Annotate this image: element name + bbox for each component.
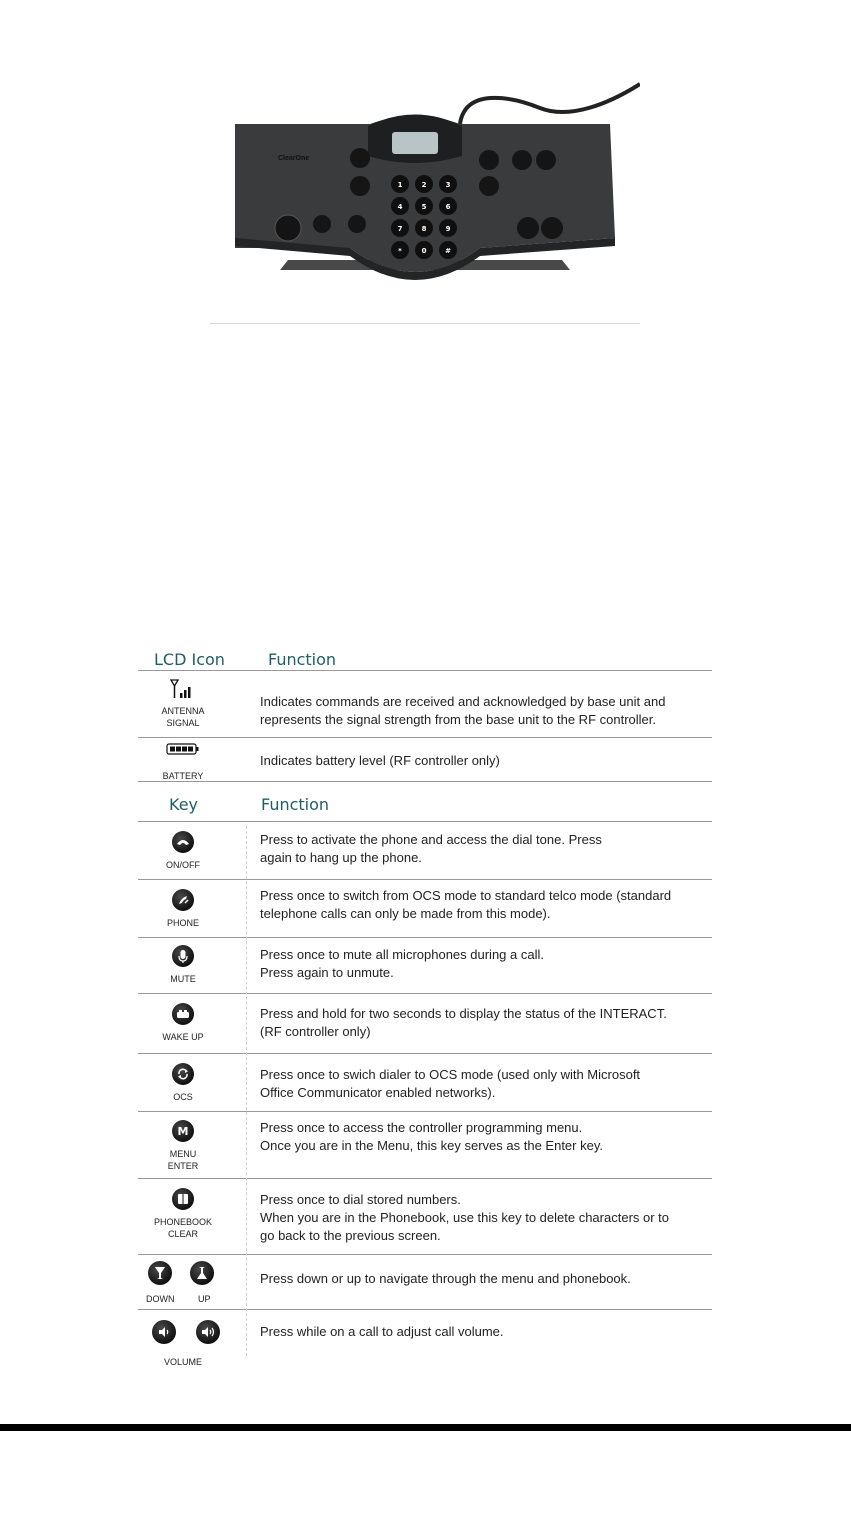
- up-label: UP: [198, 1294, 211, 1304]
- page-footer-bar: [0, 1424, 851, 1431]
- divider: [138, 821, 712, 822]
- divider: [138, 1254, 712, 1255]
- antenna-label: ANTENNA SIGNAL: [161, 706, 205, 728]
- key-row-wakeup: [138, 999, 712, 1053]
- down-label: DOWN: [146, 1294, 175, 1304]
- ocs-icon: [172, 1063, 194, 1085]
- battery-icon: [166, 742, 200, 759]
- volume-down-icon: [152, 1320, 176, 1344]
- phone-label: PHONE: [166, 918, 199, 928]
- keypad-key-label: *: [398, 247, 402, 255]
- wakeup-description: Press and hold for two seconds to display the status of the INTERACT. (RF controller only): [260, 1006, 667, 1039]
- keypad-key-label: 5: [421, 203, 427, 211]
- keypad-key-label: 2: [421, 181, 427, 189]
- divider: [138, 1053, 712, 1054]
- divider: [138, 737, 712, 738]
- keypad-key-label: 6: [445, 203, 451, 211]
- lcd-row-battery: [138, 740, 712, 780]
- hook-icon: [172, 831, 194, 853]
- phonebook-icon: [172, 1188, 194, 1210]
- keypad-key-label: 9: [445, 225, 451, 233]
- updown-description: Press down or up to navigate through the menu and phonebook.: [260, 1271, 631, 1286]
- divider: [138, 1309, 712, 1310]
- keypad-key-label: 0: [421, 247, 427, 255]
- volume-up-icon: [196, 1320, 220, 1344]
- photo-divider: [210, 323, 640, 324]
- up-arrow-icon: [190, 1261, 214, 1285]
- key-header: Key: [169, 795, 199, 814]
- wakeup-icon: [172, 1003, 194, 1025]
- divider: [138, 781, 712, 782]
- svg-text:M: M: [177, 1125, 189, 1138]
- down-arrow-icon: [148, 1261, 172, 1285]
- key-row-ocs: [138, 1060, 712, 1110]
- key-row-mute: [138, 942, 712, 992]
- key-row-menu: [138, 1117, 712, 1177]
- divider: [138, 1178, 712, 1179]
- lcd-row-antenna: [138, 676, 712, 736]
- volume-description: Press while on a call to adjust call volume.: [260, 1324, 504, 1339]
- mute-description: Press once to mute all microphones during a call. Press again to unmute.: [260, 947, 544, 980]
- key-row-onoff: [138, 826, 712, 878]
- menu-description: Press once to access the controller programming menu. Once you are in the Menu, this key serves as the Enter key.: [260, 1120, 603, 1153]
- product-photo: [210, 48, 640, 324]
- antenna-description: Indicates commands are received and acknowledged by base unit and represents the signal strength from the base unit to the RF controller.: [260, 694, 666, 727]
- phone-description: Press once to switch from OCS mode to standard telco mode (standard telephone calls can only be made from this mode).: [260, 888, 672, 921]
- keypad-key-label: 4: [397, 203, 403, 211]
- mute-icon: [172, 945, 194, 967]
- menu-label: MENU ENTER: [167, 1149, 199, 1171]
- keypad-key-label: 3: [445, 181, 451, 189]
- divider: [138, 937, 712, 938]
- phone-icon: [172, 889, 194, 911]
- volume-label: VOLUME: [164, 1357, 203, 1367]
- mute-label: MUTE: [170, 974, 196, 984]
- keypad-key-label: #: [445, 247, 451, 255]
- key-function-header: Function: [261, 795, 330, 814]
- keypad-key-label: 1: [397, 181, 403, 189]
- lcd-function-header: Function: [268, 650, 337, 669]
- menu-icon: [172, 1120, 194, 1142]
- divider: [138, 670, 712, 671]
- battery-label: BATTERY: [162, 771, 204, 781]
- divider: [138, 993, 712, 994]
- lcd-icon-header: LCD Icon: [154, 650, 225, 669]
- key-row-volume: [138, 1318, 712, 1372]
- key-row-updown: [138, 1259, 712, 1307]
- ocs-label: OCS: [173, 1092, 193, 1102]
- column-guide: [246, 826, 247, 1356]
- phonebook-description: Press once to dial stored numbers. When you are in the Phonebook, use this key to delete characters or to go back to the previous screen.: [260, 1192, 670, 1243]
- divider: [138, 879, 712, 880]
- battery-description: Indicates battery level (RF controller only): [260, 753, 500, 768]
- keypad-key-label: 8: [421, 225, 427, 233]
- divider: [138, 1111, 712, 1112]
- phonebook-label: PHONEBOOK CLEAR: [153, 1217, 212, 1239]
- keypad-key-label: 7: [397, 225, 403, 233]
- antenna-icon: [169, 687, 197, 704]
- onoff-label: ON/OFF: [166, 860, 200, 870]
- key-row-phonebook: [138, 1185, 712, 1251]
- brand-logo: ClearOne: [278, 155, 310, 162]
- onoff-description: Press to activate the phone and access the dial tone. Press again to hang up the phone.: [260, 832, 602, 865]
- wakeup-label: WAKE UP: [162, 1032, 204, 1042]
- key-row-phone: [138, 884, 712, 936]
- ocs-description: Press once to swich dialer to OCS mode (used only with Microsoft Office Communicator enabled networks).: [260, 1067, 641, 1100]
